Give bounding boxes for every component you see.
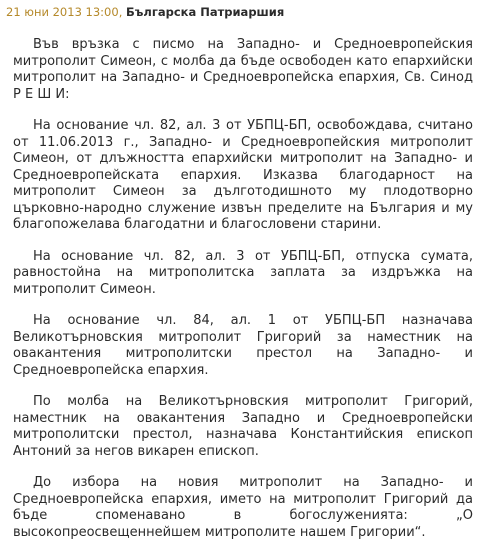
meta-separator: , bbox=[118, 5, 126, 19]
article-meta bbox=[6, 5, 284, 19]
publish-date: 21 юни 2013 13:00 bbox=[6, 5, 119, 19]
paragraph: По молба на Великотърновския митрополит Григорий, наместник на овакантения Западно и Средноевропейски митрополитски престол, назначава Константийския епископ Антоний за негов викарен епископ. bbox=[13, 394, 473, 459]
paragraph: На основание чл. 84, ал. 1 от УБПЦ-БП назначава Великотърновския митрополит Григорий за наместник на овакантения митрополитски престол на Западно- и Средноевропейска епархия. bbox=[13, 313, 473, 378]
paragraph: На основание чл. 82, ал. 3 от УБПЦ-БП, отпуска сумата, равностойна на митрополитска заплата за издръжка на митрополит Симеон. bbox=[13, 248, 473, 297]
paragraph: На основание чл. 82, ал. 3 от УБПЦ-БП, освобождава, считано от 11.06.2013 г., Западно- и Средноевропейския митрополит Симеон, от длъжността епархийски митрополит на Западно- и Средноевропейската епархия. Изказва благодарност на митрополит Симеон за дълготодишното му плодотворно църковно-народно служение извън пределите на България и му благопожелава благодатни и благословени старини. bbox=[13, 118, 473, 232]
article-body bbox=[13, 37, 473, 556]
source-name: Българска Патриаршия bbox=[126, 5, 285, 19]
paragraph: Във връзка с писмо на Западно- и Средноевропейския митрополит Симеон, с молба да бъде освободен като епархийски митрополит на Западно- и Средноевропейска епархия, Св. Синод Р Е Ш И: bbox=[13, 37, 473, 102]
paragraph: До избора на новия митрополит на Западно- и Средноевропейска епархия, името на митрополит Григорий да бъде споменавано в богослуженията: „О высокопреосвещеннейшем митрополите нашем Григории“. bbox=[13, 475, 473, 540]
